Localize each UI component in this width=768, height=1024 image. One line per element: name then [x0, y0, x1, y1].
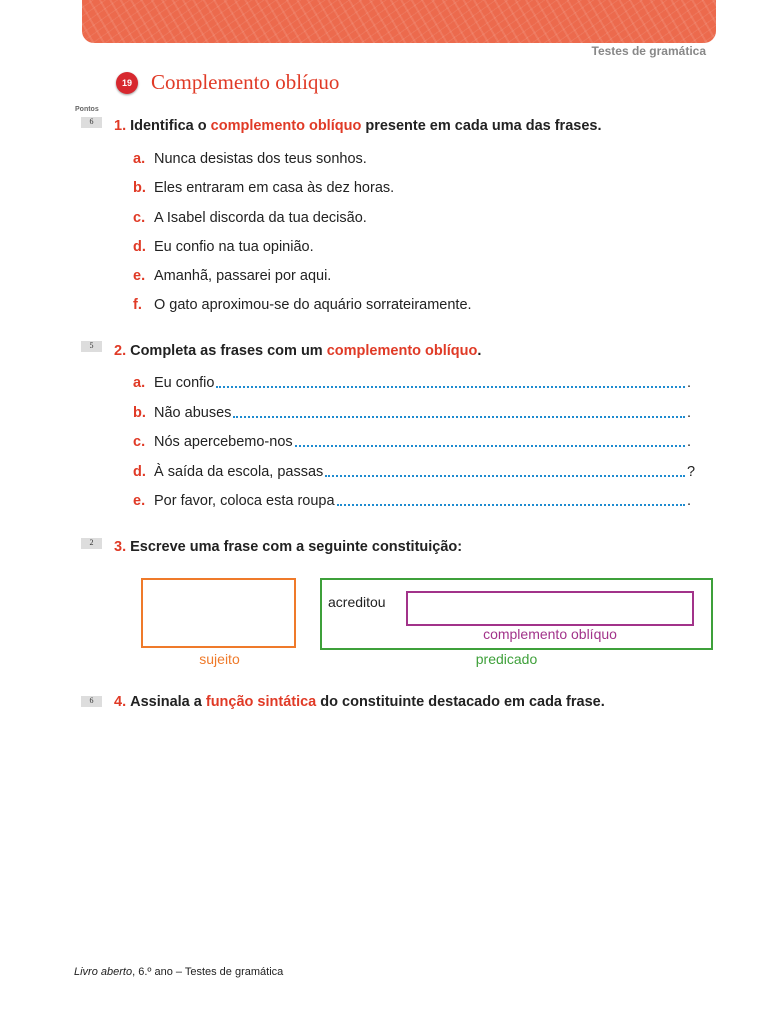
- item-end-punct: ?: [687, 464, 696, 480]
- q4-points-box: 6: [81, 696, 102, 707]
- complemento-obliquo-label: complemento oblíquo: [483, 626, 617, 642]
- q2-prompt: [114, 343, 481, 359]
- item-end-punct: .: [687, 405, 692, 421]
- item-text: Por favor, coloca esta roupa: [154, 493, 335, 509]
- q1-highlight: complemento oblíquo: [210, 118, 362, 134]
- answer-blank[interactable]: [295, 435, 685, 447]
- item-text: A Isabel discorda da tua decisão.: [154, 210, 367, 226]
- q4-highlight: função sintática: [205, 694, 317, 710]
- q2-text-after: .: [477, 343, 482, 359]
- item-letter: a.: [133, 375, 146, 391]
- q2-item-b: [133, 405, 693, 421]
- q1-item-b: [133, 180, 394, 196]
- q2-item-a: [133, 375, 693, 391]
- item-text: Nós apercebemo-nos: [154, 434, 293, 450]
- q1-item-d: [133, 239, 314, 255]
- answer-blank[interactable]: [233, 406, 685, 418]
- item-letter: b.: [133, 405, 146, 421]
- q2-text-before: Completa as frases com um: [130, 343, 327, 359]
- item-text: Eu confio: [154, 375, 215, 391]
- header-subtitle: Testes de gramática: [591, 44, 706, 58]
- sujeito-label: sujeito: [199, 651, 240, 667]
- answer-blank[interactable]: [325, 465, 685, 477]
- q1-item-e: [133, 268, 331, 284]
- q1-text-after: presente em cada uma das frases.: [361, 118, 602, 134]
- item-text: Eles entraram em casa às dez horas.: [154, 180, 395, 196]
- q4-number: 4.: [114, 694, 127, 710]
- item-letter: b.: [133, 180, 146, 196]
- footer-book-title: Livro aberto: [74, 966, 133, 978]
- q1-number: 1.: [114, 118, 127, 134]
- item-letter: c.: [133, 434, 146, 450]
- item-end-punct: .: [687, 434, 692, 450]
- q2-item-c: [133, 434, 693, 450]
- item-letter: c.: [133, 210, 146, 226]
- item-text: Nunca desistas dos teus sonhos.: [154, 151, 367, 167]
- q3-text: Escreve uma frase com a seguinte constituição:: [130, 539, 463, 555]
- item-text: Não abuses: [154, 405, 232, 421]
- answer-blank[interactable]: [337, 494, 685, 506]
- q2-number: 2.: [114, 343, 127, 359]
- footer-rest: , 6.º ano – Testes de gramática: [132, 966, 284, 978]
- q2-item-d: [133, 464, 696, 480]
- item-letter: e.: [133, 268, 146, 284]
- sujeito-answer-box[interactable]: [141, 578, 296, 648]
- page-title: Complemento oblíquo: [151, 70, 340, 94]
- answer-blank[interactable]: [216, 376, 685, 388]
- q1-points-box: 6: [81, 117, 102, 128]
- section-number-badge: 19: [116, 72, 138, 94]
- item-text: Amanhã, passarei por aqui.: [154, 268, 332, 284]
- item-letter: f.: [133, 297, 142, 313]
- q2-item-e: [133, 493, 693, 509]
- q1-item-f: [133, 297, 472, 313]
- item-letter: d.: [133, 239, 146, 255]
- q4-text-before: Assinala a: [130, 694, 206, 710]
- predicate-verb: acreditou: [328, 594, 386, 610]
- item-text: O gato aproximou-se do aquário sorrateiramente.: [154, 297, 472, 313]
- item-letter: d.: [133, 464, 146, 480]
- item-end-punct: .: [687, 375, 692, 391]
- q1-item-a: [133, 151, 367, 167]
- q2-highlight: complemento oblíquo: [326, 343, 478, 359]
- page-footer: [74, 966, 283, 978]
- points-column-label: Pontos: [75, 106, 99, 113]
- header-banner: [82, 0, 716, 43]
- item-text: À saída da escola, passas: [154, 464, 324, 480]
- q1-item-c: [133, 210, 367, 226]
- q3-number: 3.: [114, 539, 127, 555]
- predicado-label: predicado: [475, 651, 538, 667]
- q3-points-box: 2: [81, 538, 102, 549]
- q1-prompt: [114, 118, 602, 134]
- item-text: Eu confio na tua opinião.: [154, 239, 314, 255]
- item-end-punct: .: [687, 493, 692, 509]
- complemento-obliquo-answer-box[interactable]: [406, 591, 694, 626]
- item-letter: e.: [133, 493, 146, 509]
- q2-points-box: 5: [81, 341, 102, 352]
- q4-prompt: [114, 694, 605, 710]
- item-letter: a.: [133, 151, 146, 167]
- q1-text-before: Identifica o: [130, 118, 211, 134]
- q3-prompt: [114, 539, 462, 555]
- q4-text-after: do constituinte destacado em cada frase.: [316, 694, 605, 710]
